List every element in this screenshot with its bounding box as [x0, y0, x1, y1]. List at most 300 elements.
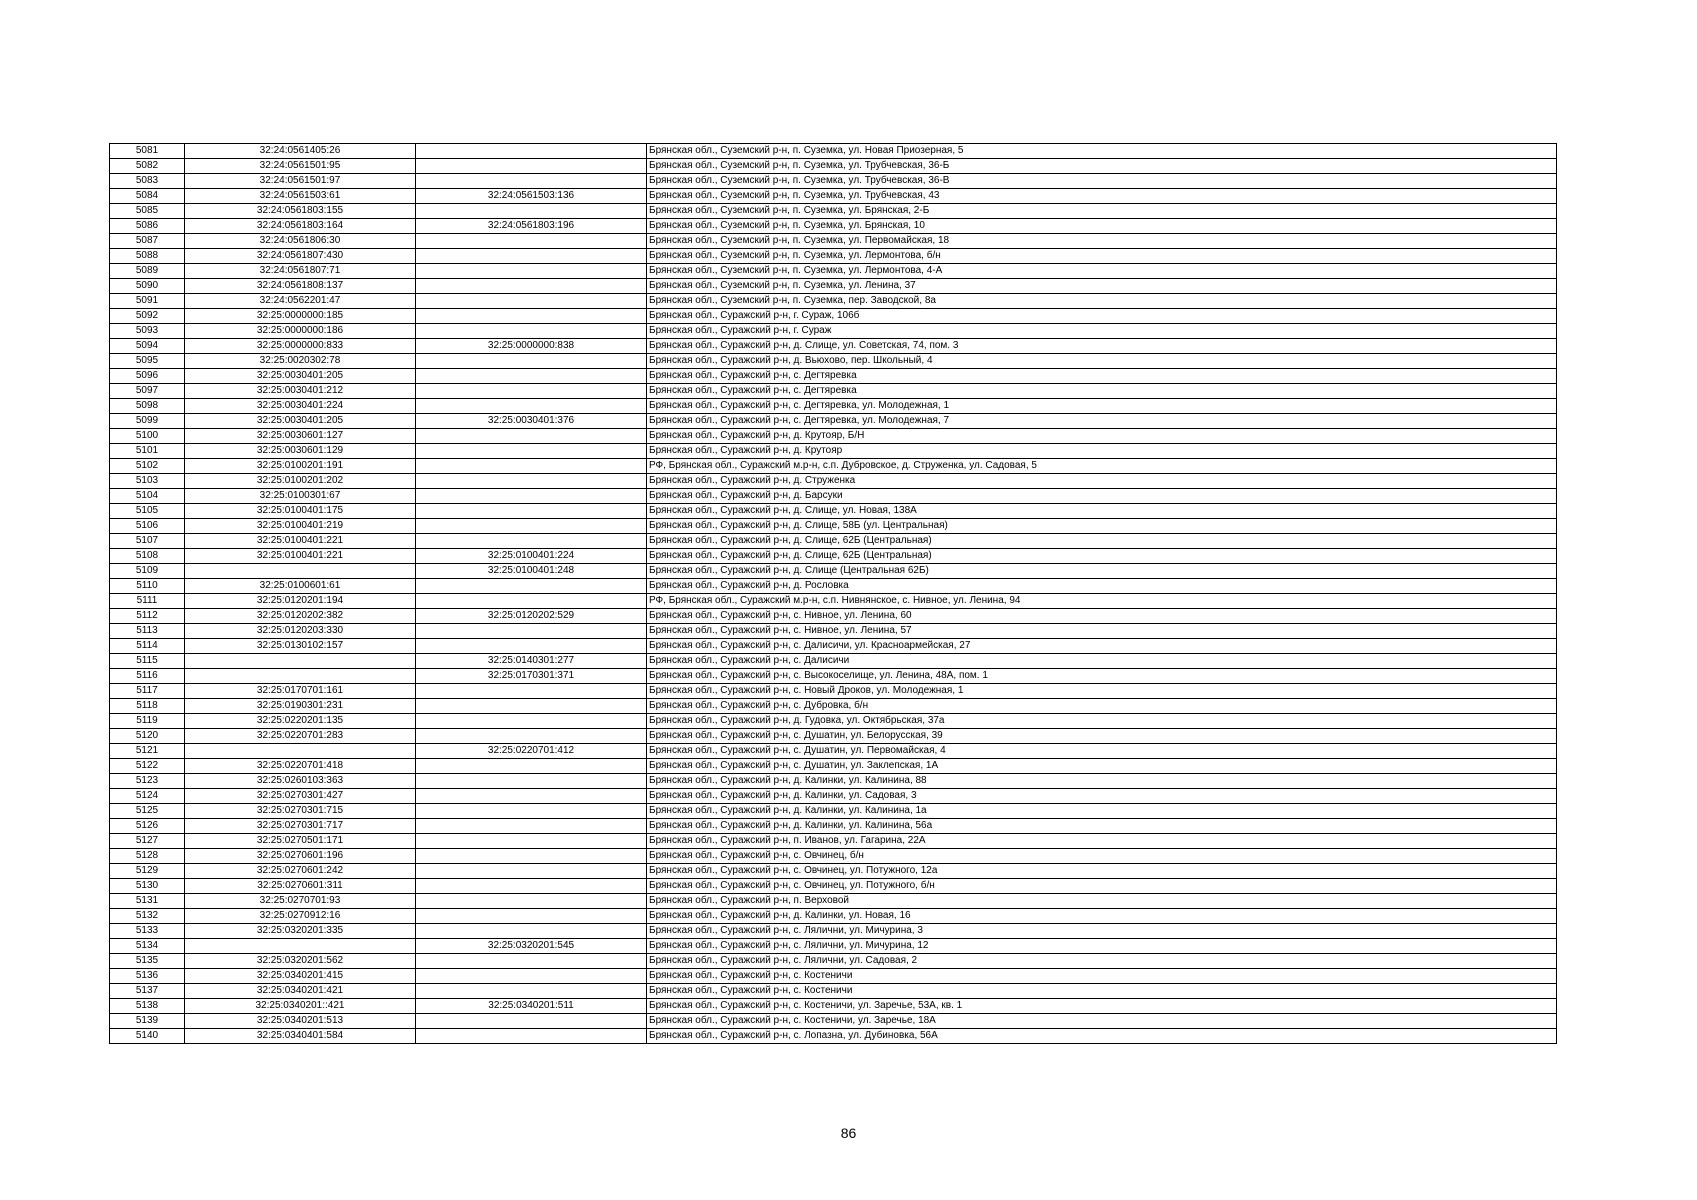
table-row [110, 819, 1557, 834]
address-cell: Брянская обл., Суражский р-н, д. Рословка [647, 579, 1557, 594]
address-cell: РФ, Брянская обл., Суражский м.р-н, с.п. Дубровское, д. Струженка, ул. Садовая, 5 [647, 459, 1557, 474]
object-number-cell [416, 759, 647, 774]
row-number-cell: 5107 [110, 534, 185, 549]
cadastral-number-cell: 32:24:0561501:97 [185, 174, 416, 189]
cadastral-number-cell: 32:25:0100401:219 [185, 519, 416, 534]
row-number-cell: 5085 [110, 204, 185, 219]
table-row [110, 459, 1557, 474]
address-cell: Брянская обл., Суражский р-н, с. Лялични, ул. Садовая, 2 [647, 954, 1557, 969]
cadastral-number-cell: 32:25:0340201:513 [185, 1014, 416, 1029]
object-number-cell [416, 369, 647, 384]
cadastral-number-cell: 32:25:0270601:196 [185, 849, 416, 864]
cadastral-number-cell [185, 654, 416, 669]
address-cell: Брянская обл., Суземский р-н, п. Суземка, ул. Брянская, 2-Б [647, 204, 1557, 219]
address-cell: Брянская обл., Суражский р-н, д. Слище, 62Б (Центральная) [647, 549, 1557, 564]
row-number-cell: 5125 [110, 804, 185, 819]
table-row [110, 1029, 1557, 1044]
cadastral-number-cell: 32:25:0340201:415 [185, 969, 416, 984]
cadastral-number-cell: 32:25:0320201:562 [185, 954, 416, 969]
table-row [110, 369, 1557, 384]
address-cell: Брянская обл., Суражский р-н, с. Нивное, ул. Ленина, 57 [647, 624, 1557, 639]
cadastral-number-cell: 32:24:0561501:95 [185, 159, 416, 174]
row-number-cell: 5114 [110, 639, 185, 654]
address-cell: Брянская обл., Суражский р-н, с. Дегтяревка, ул. Молодежная, 7 [647, 414, 1557, 429]
address-cell: Брянская обл., Суражский р-н, д. Вьюхово, пер. Школьный, 4 [647, 354, 1557, 369]
table-row [110, 999, 1557, 1014]
object-number-cell [416, 459, 647, 474]
table-row [110, 264, 1557, 279]
address-cell: Брянская обл., Суражский р-н, д. Калинки, ул. Калинина, 1а [647, 804, 1557, 819]
row-number-cell: 5082 [110, 159, 185, 174]
address-cell: Брянская обл., Суражский р-н, с. Далисичи [647, 654, 1557, 669]
object-number-cell [416, 159, 647, 174]
row-number-cell: 5135 [110, 954, 185, 969]
table-row [110, 384, 1557, 399]
cadastral-number-cell: 32:25:0000000:186 [185, 324, 416, 339]
cadastral-number-cell: 32:25:0030401:212 [185, 384, 416, 399]
object-number-cell [416, 774, 647, 789]
object-number-cell [416, 834, 647, 849]
row-number-cell: 5127 [110, 834, 185, 849]
table-row [110, 249, 1557, 264]
table-row [110, 174, 1557, 189]
address-cell: Брянская обл., Суражский р-н, д. Калинки, ул. Садовая, 3 [647, 789, 1557, 804]
object-number-cell [416, 729, 647, 744]
row-number-cell: 5123 [110, 774, 185, 789]
address-cell: Брянская обл., Суражский р-н, с. Душатин, ул. Белорусская, 39 [647, 729, 1557, 744]
object-number-cell: 32:25:0100401:248 [416, 564, 647, 579]
address-cell: Брянская обл., Суражский р-н, д. Слище, ул. Советская, 74, пом. 3 [647, 339, 1557, 354]
table-row [110, 474, 1557, 489]
cadastral-number-cell: 32:25:0340201::421 [185, 999, 416, 1014]
registry-table-body [110, 144, 1557, 1044]
object-number-cell: 32:25:0000000:838 [416, 339, 647, 354]
row-number-cell: 5098 [110, 399, 185, 414]
address-cell: Брянская обл., Суражский р-н, с. Дубровка, б/н [647, 699, 1557, 714]
cadastral-number-cell: 32:24:0561405:26 [185, 144, 416, 159]
object-number-cell [416, 579, 647, 594]
table-row [110, 414, 1557, 429]
address-cell: Брянская обл., Суражский р-н, п. Иванов, ул. Гагарина, 22А [647, 834, 1557, 849]
address-cell: Брянская обл., Суражский р-н, с. Нивное, ул. Ленина, 60 [647, 609, 1557, 624]
address-cell: Брянская обл., Суземский р-н, п. Суземка, ул. Трубчевская, 36-Б [647, 159, 1557, 174]
cadastral-number-cell: 32:24:0561803:164 [185, 219, 416, 234]
row-number-cell: 5128 [110, 849, 185, 864]
object-number-cell [416, 909, 647, 924]
object-number-cell [416, 924, 647, 939]
registry-table [109, 143, 1557, 1044]
table-row [110, 699, 1557, 714]
cadastral-number-cell: 32:25:0270601:242 [185, 864, 416, 879]
table-row [110, 894, 1557, 909]
address-cell: Брянская обл., Суражский р-н, п. Верховой [647, 894, 1557, 909]
cadastral-number-cell [185, 939, 416, 954]
address-cell: Брянская обл., Суражский р-н, д. Барсуки [647, 489, 1557, 504]
row-number-cell: 5122 [110, 759, 185, 774]
table-row [110, 444, 1557, 459]
address-cell: Брянская обл., Суражский р-н, г. Сураж [647, 324, 1557, 339]
object-number-cell [416, 504, 647, 519]
row-number-cell: 5117 [110, 684, 185, 699]
object-number-cell: 32:25:0140301:277 [416, 654, 647, 669]
address-cell: Брянская обл., Суражский р-н, с. Овчинец, б/н [647, 849, 1557, 864]
row-number-cell: 5133 [110, 924, 185, 939]
table-row [110, 279, 1557, 294]
table-row [110, 939, 1557, 954]
row-number-cell: 5112 [110, 609, 185, 624]
object-number-cell [416, 429, 647, 444]
table-row [110, 774, 1557, 789]
row-number-cell: 5132 [110, 909, 185, 924]
object-number-cell [416, 234, 647, 249]
table-row [110, 669, 1557, 684]
address-cell: Брянская обл., Суземский р-н, п. Суземка, ул. Трубчевская, 43 [647, 189, 1557, 204]
address-cell: Брянская обл., Суражский р-н, д. Калинки, ул. Новая, 16 [647, 909, 1557, 924]
table-row [110, 519, 1557, 534]
cadastral-number-cell: 32:24:0561806:30 [185, 234, 416, 249]
object-number-cell [416, 699, 647, 714]
table-row [110, 984, 1557, 999]
cadastral-number-cell: 32:25:0220701:418 [185, 759, 416, 774]
object-number-cell: 32:25:0120202:529 [416, 609, 647, 624]
table-row [110, 849, 1557, 864]
address-cell: Брянская обл., Суражский р-н, с. Костеничи [647, 969, 1557, 984]
table-row [110, 654, 1557, 669]
address-cell: Брянская обл., Суземский р-н, п. Суземка, ул. Ленина, 37 [647, 279, 1557, 294]
address-cell: Брянская обл., Суражский р-н, д. Слище, 62Б (Центральная) [647, 534, 1557, 549]
cadastral-number-cell: 32:25:0220201:135 [185, 714, 416, 729]
object-number-cell [416, 684, 647, 699]
object-number-cell [416, 849, 647, 864]
address-cell: Брянская обл., Суражский р-н, д. Струженка [647, 474, 1557, 489]
object-number-cell [416, 639, 647, 654]
row-number-cell: 5139 [110, 1014, 185, 1029]
object-number-cell [416, 789, 647, 804]
object-number-cell: 32:25:0320201:545 [416, 939, 647, 954]
cadastral-number-cell [185, 669, 416, 684]
object-number-cell [416, 984, 647, 999]
table-row [110, 489, 1557, 504]
table-row [110, 564, 1557, 579]
object-number-cell [416, 249, 647, 264]
table-row [110, 159, 1557, 174]
address-cell: Брянская обл., Суражский р-н, д. Калинки, ул. Калинина, 56а [647, 819, 1557, 834]
object-number-cell: 32:24:0561503:136 [416, 189, 647, 204]
cadastral-number-cell: 32:25:0030401:205 [185, 414, 416, 429]
object-number-cell [416, 894, 647, 909]
row-number-cell: 5126 [110, 819, 185, 834]
address-cell: РФ, Брянская обл., Суражский м.р-н, с.п. Нивнянское, с. Нивное, ул. Ленина, 94 [647, 594, 1557, 609]
address-cell: Брянская обл., Суражский р-н, д. Крутояр, Б/Н [647, 429, 1557, 444]
cadastral-number-cell: 32:25:0340401:584 [185, 1029, 416, 1044]
cadastral-number-cell: 32:25:0100401:175 [185, 504, 416, 519]
object-number-cell: 32:25:0100401:224 [416, 549, 647, 564]
row-number-cell: 5081 [110, 144, 185, 159]
cadastral-number-cell: 32:25:0170701:161 [185, 684, 416, 699]
object-number-cell [416, 534, 647, 549]
row-number-cell: 5129 [110, 864, 185, 879]
address-cell: Брянская обл., Суражский р-н, с. Дегтяревка, ул. Молодежная, 1 [647, 399, 1557, 414]
object-number-cell [416, 474, 647, 489]
object-number-cell [416, 954, 647, 969]
cadastral-number-cell [185, 564, 416, 579]
cadastral-number-cell [185, 744, 416, 759]
table-row [110, 504, 1557, 519]
address-cell: Брянская обл., Суземский р-н, п. Суземка, ул. Брянская, 10 [647, 219, 1557, 234]
table-row [110, 594, 1557, 609]
object-number-cell [416, 1029, 647, 1044]
table-row [110, 534, 1557, 549]
address-cell: Брянская обл., Суражский р-н, с. Дегтяревка [647, 384, 1557, 399]
table-row [110, 339, 1557, 354]
row-number-cell: 5137 [110, 984, 185, 999]
table-row [110, 309, 1557, 324]
cadastral-number-cell: 32:25:0130102:157 [185, 639, 416, 654]
table-row [110, 609, 1557, 624]
cadastral-number-cell: 32:25:0030401:205 [185, 369, 416, 384]
row-number-cell: 5138 [110, 999, 185, 1014]
row-number-cell: 5086 [110, 219, 185, 234]
address-cell: Брянская обл., Суражский р-н, с. Дегтяревка [647, 369, 1557, 384]
address-cell: Брянская обл., Суземский р-н, п. Суземка, ул. Лермонтова, 4-А [647, 264, 1557, 279]
address-cell: Брянская обл., Суражский р-н, с. Овчинец, ул. Потужного, 12а [647, 864, 1557, 879]
object-number-cell: 32:25:0220701:412 [416, 744, 647, 759]
row-number-cell: 5115 [110, 654, 185, 669]
row-number-cell: 5095 [110, 354, 185, 369]
table-row [110, 684, 1557, 699]
row-number-cell: 5090 [110, 279, 185, 294]
row-number-cell: 5099 [110, 414, 185, 429]
row-number-cell: 5111 [110, 594, 185, 609]
cadastral-number-cell: 32:24:0562201:47 [185, 294, 416, 309]
row-number-cell: 5100 [110, 429, 185, 444]
address-cell: Брянская обл., Суражский р-н, д. Слище, ул. Новая, 138А [647, 504, 1557, 519]
table-row [110, 144, 1557, 159]
cadastral-number-cell: 32:25:0100401:221 [185, 534, 416, 549]
row-number-cell: 5134 [110, 939, 185, 954]
cadastral-number-cell: 32:25:0270301:715 [185, 804, 416, 819]
address-cell: Брянская обл., Суражский р-н, д. Калинки, ул. Калинина, 88 [647, 774, 1557, 789]
table-row [110, 879, 1557, 894]
object-number-cell [416, 1014, 647, 1029]
cadastral-number-cell: 32:24:0561808:137 [185, 279, 416, 294]
address-cell: Брянская обл., Суражский р-н, с. Костеничи, ул. Заречье, 53А, кв. 1 [647, 999, 1557, 1014]
row-number-cell: 5110 [110, 579, 185, 594]
object-number-cell [416, 294, 647, 309]
table-row [110, 804, 1557, 819]
cadastral-number-cell: 32:25:0100301:67 [185, 489, 416, 504]
row-number-cell: 5131 [110, 894, 185, 909]
object-number-cell [416, 444, 647, 459]
address-cell: Брянская обл., Суземский р-н, п. Суземка, ул. Первомайская, 18 [647, 234, 1557, 249]
row-number-cell: 5084 [110, 189, 185, 204]
table-row [110, 189, 1557, 204]
row-number-cell: 5136 [110, 969, 185, 984]
object-number-cell [416, 594, 647, 609]
cadastral-number-cell: 32:24:0561807:71 [185, 264, 416, 279]
object-number-cell [416, 624, 647, 639]
row-number-cell: 5094 [110, 339, 185, 354]
table-row [110, 294, 1557, 309]
cadastral-number-cell: 32:25:0120202:382 [185, 609, 416, 624]
table-row [110, 549, 1557, 564]
row-number-cell: 5106 [110, 519, 185, 534]
cadastral-number-cell: 32:25:0340201:421 [185, 984, 416, 999]
cadastral-number-cell: 32:25:0120203:330 [185, 624, 416, 639]
object-number-cell [416, 969, 647, 984]
table-row [110, 714, 1557, 729]
row-number-cell: 5083 [110, 174, 185, 189]
table-row [110, 954, 1557, 969]
cadastral-number-cell: 32:25:0270912:16 [185, 909, 416, 924]
table-row [110, 399, 1557, 414]
cadastral-number-cell: 32:25:0270301:717 [185, 819, 416, 834]
object-number-cell: 32:24:0561803:196 [416, 219, 647, 234]
table-row [110, 924, 1557, 939]
object-number-cell [416, 354, 647, 369]
address-cell: Брянская обл., Суражский р-н, с. Лопазна, ул. Дубиновка, 56А [647, 1029, 1557, 1044]
object-number-cell [416, 519, 647, 534]
address-cell: Брянская обл., Суземский р-н, п. Суземка, ул. Лермонтова, б/н [647, 249, 1557, 264]
address-cell: Брянская обл., Суражский р-н, с. Новый Дроков, ул. Молодежная, 1 [647, 684, 1557, 699]
table-row [110, 624, 1557, 639]
address-cell: Брянская обл., Суражский р-н, с. Душатин, ул. Первомайская, 4 [647, 744, 1557, 759]
table-row [110, 354, 1557, 369]
row-number-cell: 5102 [110, 459, 185, 474]
cadastral-number-cell: 32:25:0270601:311 [185, 879, 416, 894]
object-number-cell: 32:25:0170301:371 [416, 669, 647, 684]
row-number-cell: 5103 [110, 474, 185, 489]
row-number-cell: 5119 [110, 714, 185, 729]
object-number-cell: 32:25:0030401:376 [416, 414, 647, 429]
address-cell: Брянская обл., Суражский р-н, с. Костеничи, ул. Заречье, 18А [647, 1014, 1557, 1029]
address-cell: Брянская обл., Суражский р-н, д. Крутояр [647, 444, 1557, 459]
address-cell: Брянская обл., Суражский р-н, д. Слище (Центральная 62Б) [647, 564, 1557, 579]
row-number-cell: 5124 [110, 789, 185, 804]
cadastral-number-cell: 32:25:0020302:78 [185, 354, 416, 369]
row-number-cell: 5116 [110, 669, 185, 684]
table-row [110, 834, 1557, 849]
table-row [110, 729, 1557, 744]
object-number-cell [416, 264, 647, 279]
cadastral-number-cell: 32:25:0270501:171 [185, 834, 416, 849]
cadastral-number-cell: 32:25:0220701:283 [185, 729, 416, 744]
cadastral-number-cell: 32:25:0320201:335 [185, 924, 416, 939]
row-number-cell: 5120 [110, 729, 185, 744]
table-row [110, 579, 1557, 594]
row-number-cell: 5121 [110, 744, 185, 759]
table-row [110, 1014, 1557, 1029]
row-number-cell: 5130 [110, 879, 185, 894]
object-number-cell: 32:25:0340201:511 [416, 999, 647, 1014]
table-row [110, 744, 1557, 759]
cadastral-number-cell: 32:25:0120201:194 [185, 594, 416, 609]
table-row [110, 639, 1557, 654]
cadastral-number-cell: 32:25:0030401:224 [185, 399, 416, 414]
table-row [110, 219, 1557, 234]
object-number-cell [416, 309, 647, 324]
table-row [110, 324, 1557, 339]
object-number-cell [416, 804, 647, 819]
cadastral-number-cell: 32:24:0561807:430 [185, 249, 416, 264]
table-row [110, 234, 1557, 249]
object-number-cell [416, 714, 647, 729]
table-row [110, 864, 1557, 879]
row-number-cell: 5088 [110, 249, 185, 264]
cadastral-number-cell: 32:24:0561803:155 [185, 204, 416, 219]
cadastral-number-cell: 32:25:0100201:202 [185, 474, 416, 489]
object-number-cell [416, 204, 647, 219]
object-number-cell [416, 279, 647, 294]
row-number-cell: 5087 [110, 234, 185, 249]
address-cell: Брянская обл., Суземский р-н, п. Суземка, ул. Новая Приозерная, 5 [647, 144, 1557, 159]
row-number-cell: 5096 [110, 369, 185, 384]
row-number-cell: 5108 [110, 549, 185, 564]
cadastral-number-cell: 32:25:0270701:93 [185, 894, 416, 909]
table-row [110, 429, 1557, 444]
address-cell: Брянская обл., Суражский р-н, с. Овчинец, ул. Потужного, б/н [647, 879, 1557, 894]
cadastral-number-cell: 32:24:0561503:61 [185, 189, 416, 204]
page-number: 86 [840, 1125, 857, 1141]
row-number-cell: 5091 [110, 294, 185, 309]
address-cell: Брянская обл., Суражский р-н, с. Лялични, ул. Мичурина, 12 [647, 939, 1557, 954]
row-number-cell: 5097 [110, 384, 185, 399]
cadastral-number-cell: 32:25:0030601:127 [185, 429, 416, 444]
address-cell: Брянская обл., Суземский р-н, п. Суземка, ул. Трубчевская, 36-В [647, 174, 1557, 189]
object-number-cell [416, 879, 647, 894]
object-number-cell [416, 399, 647, 414]
address-cell: Брянская обл., Суражский р-н, с. Высокоселище, ул. Ленина, 48А, пом. 1 [647, 669, 1557, 684]
cadastral-number-cell: 32:25:0030601:129 [185, 444, 416, 459]
cadastral-number-cell: 32:25:0100201:191 [185, 459, 416, 474]
cadastral-number-cell: 32:25:0190301:231 [185, 699, 416, 714]
row-number-cell: 5101 [110, 444, 185, 459]
table-row [110, 204, 1557, 219]
address-cell: Брянская обл., Суражский р-н, г. Сураж, 106б [647, 309, 1557, 324]
table-row [110, 759, 1557, 774]
row-number-cell: 5118 [110, 699, 185, 714]
table-row [110, 969, 1557, 984]
address-cell: Брянская обл., Суражский р-н, с. Костеничи [647, 984, 1557, 999]
address-cell: Брянская обл., Суражский р-н, с. Далисичи, ул. Красноармейская, 27 [647, 639, 1557, 654]
cadastral-number-cell: 32:25:0260103:363 [185, 774, 416, 789]
row-number-cell: 5140 [110, 1029, 185, 1044]
table-row [110, 789, 1557, 804]
row-number-cell: 5109 [110, 564, 185, 579]
row-number-cell: 5092 [110, 309, 185, 324]
address-cell: Брянская обл., Суражский р-н, д. Гудовка, ул. Октябрьская, 37а [647, 714, 1557, 729]
object-number-cell [416, 174, 647, 189]
table-row [110, 909, 1557, 924]
object-number-cell [416, 864, 647, 879]
cadastral-number-cell: 32:25:0100601:61 [185, 579, 416, 594]
object-number-cell [416, 384, 647, 399]
row-number-cell: 5113 [110, 624, 185, 639]
row-number-cell: 5105 [110, 504, 185, 519]
object-number-cell [416, 489, 647, 504]
row-number-cell: 5093 [110, 324, 185, 339]
cadastral-number-cell: 32:25:0000000:833 [185, 339, 416, 354]
address-cell: Брянская обл., Суражский р-н, с. Лялични, ул. Мичурина, 3 [647, 924, 1557, 939]
object-number-cell [416, 324, 647, 339]
row-number-cell: 5089 [110, 264, 185, 279]
cadastral-number-cell: 32:25:0270301:427 [185, 789, 416, 804]
object-number-cell [416, 819, 647, 834]
address-cell: Брянская обл., Суражский р-н, с. Душатин, ул. Заклепская, 1А [647, 759, 1557, 774]
object-number-cell [416, 144, 647, 159]
cadastral-number-cell: 32:25:0000000:185 [185, 309, 416, 324]
row-number-cell: 5104 [110, 489, 185, 504]
